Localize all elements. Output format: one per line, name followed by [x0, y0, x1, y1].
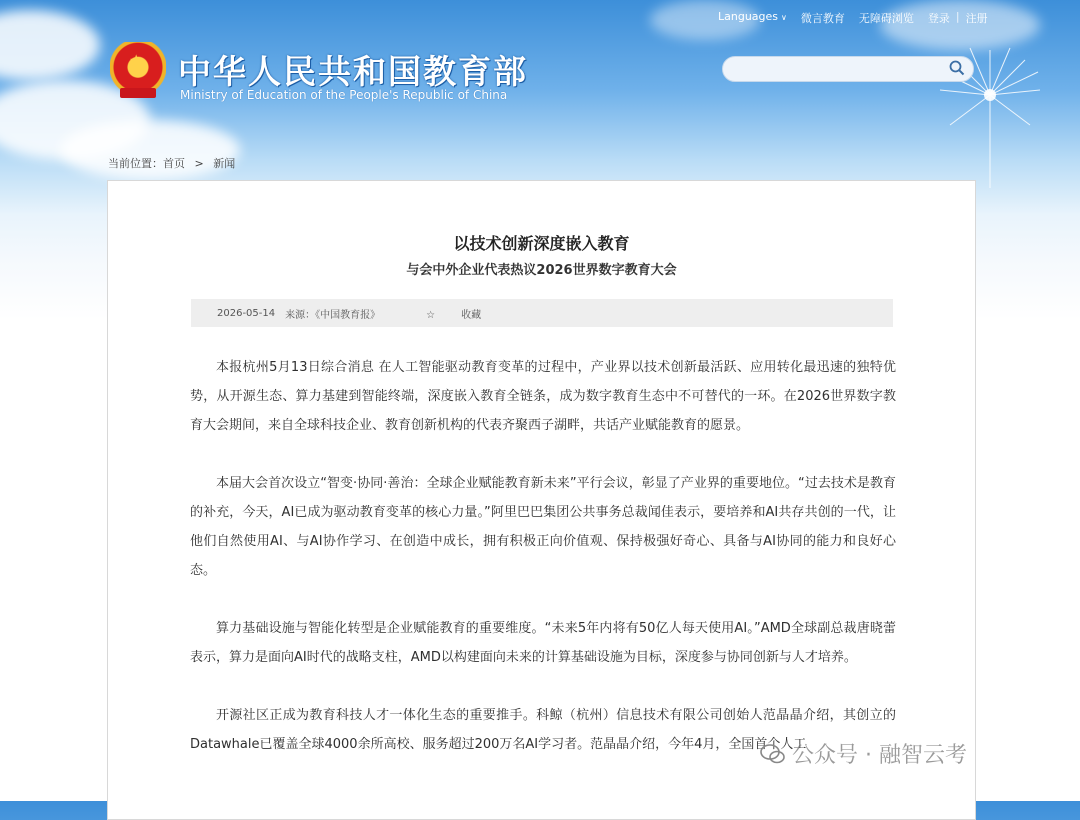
search-box — [722, 56, 974, 82]
wechat-watermark — [760, 738, 967, 769]
weibo-link[interactable]: 微言教育 — [800, 12, 845, 25]
favorite-label: 收藏 — [461, 309, 482, 321]
cloud-decoration — [60, 120, 240, 180]
article-paragraph: 本报杭州5月13日综合消息 在人工智能驱动教育变革的过程中，产业界以技术创新最活跃、应用转化最迅速的独特优势，从开源生态、算力基建到智能终端，深度嵌入教育全链条，成为数字教育生态中不可替代的一环。在2026世界数字教育大会期间，来自全球科技企业、教育创新机构的代表齐聚西子湖畔，共话产业赋能教育的愿景。 — [190, 360, 896, 433]
article-paragraph: 开源社区正成为教育科技人才一体化生态的重要推手。科鲸（杭州）信息技术有限公司创始人范晶晶介绍，其创立的Datawhale已覆盖全球4000余所高校、服务超过200万名AI学习者。范晶晶介绍，今年4月，全国首个人工 — [190, 708, 896, 752]
wechat-icon — [760, 743, 786, 765]
watermark-text: 公众号 · 融智云考 — [792, 743, 967, 768]
chevron-down-icon: ∨ — [781, 13, 787, 22]
search-input[interactable] — [733, 57, 947, 81]
article-subtitle: 与会中外企业代表热议2026世界数字教育大会 — [406, 263, 677, 278]
languages-label: Languages — [718, 10, 779, 23]
accessibility-link[interactable]: 无障碍浏览 — [858, 12, 914, 25]
search-icon[interactable] — [949, 60, 965, 76]
article-paragraph: 本届大会首次设立“智变·协同·善治：全球企业赋能教育新未来”平行会议，彰显了产业界的重要地位。“过去技术是教育的补充，今天，AI已成为驱动教育变革的核心力量。”阿里巴巴集团公共事务总裁闻佳表示，要培养和AI共存共创的一代，让他们自然使用AI、与AI协作学习、在创造中成长，拥有积极正向价值观、保持极强好奇心、具备与AI协同的能力和良好心态。 — [190, 476, 896, 578]
star-icon: ★ — [129, 51, 144, 70]
article-title: 以技术创新深度嵌入教育 — [453, 234, 630, 253]
link-divider: | — [955, 10, 960, 23]
languages-link[interactable] — [718, 10, 787, 26]
article-body — [190, 353, 896, 788]
article-paragraph: 算力基础设施与智能化转型是企业赋能教育的重要维度。“未来5年内将有50亿人每天使用AI。”AMD全球副总裁唐晓蕾表示，算力是面向AI时代的战略支柱，AMD以构建面向未来的计算基础设施为目标，深度参与协同创新与人才培养。 — [190, 621, 896, 665]
star-outline-icon: ☆ — [426, 309, 436, 321]
article-date: 2026-05-14 — [217, 307, 276, 319]
breadcrumb-prefix: 当前位置： — [108, 157, 163, 170]
chevron-right-icon: > — [194, 157, 204, 170]
article-meta-bar — [191, 299, 893, 327]
breadcrumb-current[interactable]: 新闻 — [213, 157, 236, 170]
cloud-decoration — [0, 10, 100, 80]
site-title: 中华人民共和国教育部 — [178, 52, 528, 91]
breadcrumb — [108, 155, 241, 171]
article-source: 来源：《中国教育报》 — [285, 309, 381, 321]
top-nav-links — [718, 10, 988, 26]
login-link[interactable]: 登录 — [927, 12, 950, 25]
national-emblem-logo — [110, 42, 166, 102]
favorite-button[interactable] — [400, 306, 481, 321]
breadcrumb-home[interactable]: 首页 — [163, 157, 185, 170]
site-title-english: Ministry of Education of the People's Republic of China — [180, 88, 508, 102]
register-link[interactable]: 注册 — [965, 12, 988, 25]
emblem-base — [120, 88, 156, 98]
article-card — [107, 180, 976, 820]
